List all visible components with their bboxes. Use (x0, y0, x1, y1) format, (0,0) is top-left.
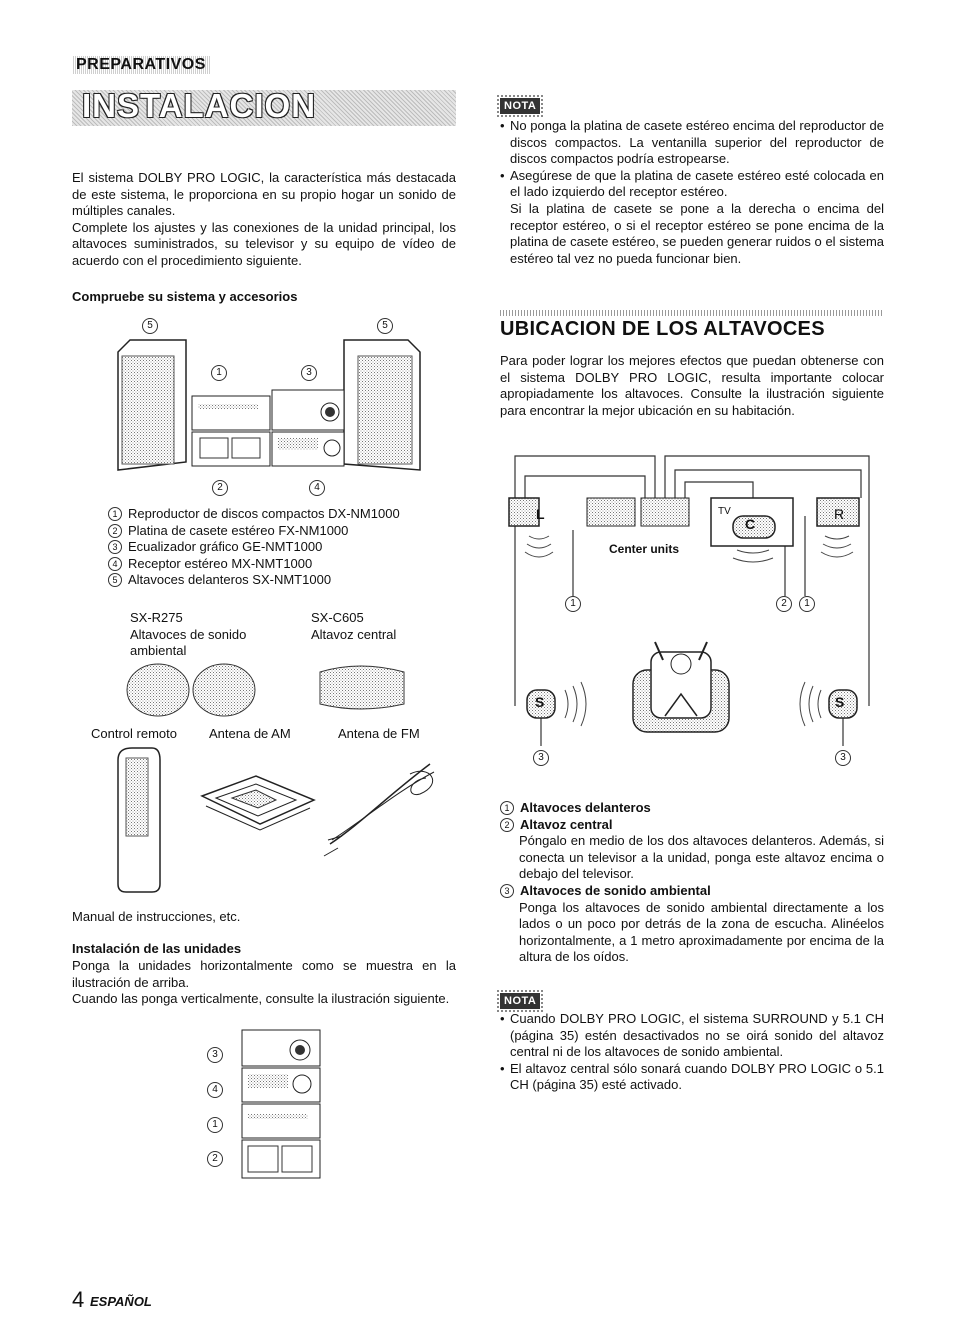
list-item: • No ponga la platina de casete estéreo encima del reproductor de discos compactos. La ventanilla superior del reproductor de discos compactos podría estropearse. (500, 118, 884, 168)
intro-text (72, 170, 456, 270)
ubicacion-intro: Para poder lograr los mejores efectos que puedan obtenerse con el sistema DOLBY PRO LOGIC, resulta importante colocar apropiadamente los altavoces. Consulte la ilustración siguiente para encontrar la mejor ubicación en su habitación. (500, 353, 884, 418)
install-heading: Instalación de las unidades (72, 941, 242, 956)
remote-control-image (118, 748, 160, 892)
vertical-stack-image (236, 1024, 326, 1182)
stack-mark-2: 2 (207, 1151, 223, 1167)
accessories-image (110, 744, 450, 896)
ubicacion-heading: UBICACION DE LOS ALTAVOCES (500, 318, 825, 340)
mark-3: 3 (301, 365, 317, 381)
page-title: INSTALACION (82, 87, 317, 124)
diagram-mark-3-right: 3 (835, 750, 851, 766)
right-speaker-image (344, 340, 420, 470)
system-illustration (110, 312, 430, 496)
manual-label: Manual de instrucciones, etc. (72, 909, 241, 924)
center-speaker-label: SX-C605 Altavoz central (311, 610, 397, 642)
stack-mark-1: 1 (207, 1117, 223, 1133)
mark-2: 2 (212, 480, 228, 496)
surround-speaker-label: SX-R275 Altavoces de sonido ambiental (130, 610, 247, 659)
list-item: • Asegúrese de que la platina de casete estéreo esté colocada en el lado izquierdo del receptor estéreo. (500, 168, 884, 201)
listener-figure (633, 642, 729, 732)
diagram-label-c: C (745, 516, 756, 532)
install-paragraph-2: Cuando las ponga verticalmente, consulte la ilustración siguiente. (72, 991, 450, 1007)
list-item: 2 Platina de casete estéreo FX-NM1000 (108, 523, 458, 540)
intro-paragraph-1: El sistema DOLBY PRO LOGIC, la característica más destacada de este sistema, le proporciona en su propio hogar un sonido de múltiples canales. (72, 170, 456, 219)
diagram-label-s-left: S (535, 694, 545, 710)
list-item: 3 Altavoces de sonido ambiental (500, 883, 884, 900)
legend-desc-3: Ponga los altavoces de sonido ambiental directamente a los lados o un poco por detrás de la zona de escucha. Alinéelos horizontalmente, a 1 metro aproximadamente por encima de la altura de los oídos. (519, 899, 884, 965)
list-item: 2 Altavoz central (500, 817, 884, 834)
list-item: • Cuando DOLBY PRO LOGIC, el sistema SURROUND y 5.1 CH (página 35) estén desactivados no se oirá sonido del altavoz central ni de los altavoces de sonido ambiental. (500, 1011, 884, 1061)
nota-badge-1: NOTA (500, 96, 540, 114)
diagram-label-tv: TV (718, 506, 731, 517)
mark-5-right: 5 (377, 318, 393, 334)
list-item: 5 Altavoces delanteros SX-NMT1000 (108, 572, 458, 589)
remote-label: Control remoto (91, 726, 177, 741)
speaker-legend (500, 800, 884, 966)
am-antenna-label: Antena de AM (209, 726, 291, 741)
center-units-image (192, 390, 344, 466)
title-bar (72, 87, 456, 126)
nota-1-extra: Si la platina de casete se pone a la derecha o encima del receptor estéreo, o si el receptor estéreo se pone encima de la platina de casete estéreo, se pueden generar ruidos o el sistema estéreo tal vez no pueda funcionar bien. (510, 200, 884, 266)
install-paragraph-1: Ponga la unidades horizontalmente como se muestra en la ilustración de arriba. (72, 958, 456, 990)
list-item: 1 Altavoces delanteros (500, 800, 884, 817)
stack-mark-4: 4 (207, 1082, 223, 1098)
diagram-mark-2: 2 (776, 596, 792, 612)
diagram-label-r: R (834, 506, 845, 522)
list-item: 3 Ecualizador gráfico GE-NMT1000 (108, 539, 458, 556)
diagram-label-s-right: S (835, 694, 845, 710)
diagram-label-l: L (536, 506, 545, 522)
mark-5-left: 5 (142, 318, 158, 334)
fm-antenna-image (324, 764, 434, 856)
left-speaker-image (118, 340, 186, 470)
install-text (72, 958, 456, 1008)
list-item: 4 Receptor estéreo MX-NMT1000 (108, 556, 458, 573)
diagram-label-center-units: Center units (609, 542, 680, 556)
diagram-mark-3-left: 3 (533, 750, 549, 766)
center-units-boxes (587, 498, 689, 526)
stack-mark-3: 3 (207, 1047, 223, 1063)
list-item: 1 Reproductor de discos compactos DX-NM1000 (108, 506, 458, 523)
nota-2-text (500, 1011, 884, 1094)
mark-1: 1 (211, 365, 227, 381)
speaker-placement-diagram (505, 446, 879, 770)
footer-language: ESPAÑOL (90, 1294, 152, 1309)
page-number: 4 (72, 1287, 85, 1312)
diagram-mark-1-left: 1 (565, 596, 581, 612)
nota-badge-2: NOTA (500, 991, 540, 1009)
section-label: PREPARATIVOS (72, 56, 210, 74)
mark-4: 4 (309, 480, 325, 496)
accessory-speakers-image (120, 660, 420, 722)
legend-desc-2: Póngalo en medio de los dos altavoces delanteros. Además, si conecta un televisor a la unidad, ponga este altavoz encima o debajo del televisor. (519, 833, 884, 882)
check-heading: Compruebe su sistema y accesorios (72, 289, 298, 304)
am-antenna-image (202, 776, 314, 830)
left-speaker (509, 498, 539, 526)
component-list (108, 506, 458, 589)
fm-antenna-label: Antena de FM (338, 726, 420, 741)
section-divider (500, 310, 884, 316)
intro-paragraph-2: Complete los ajustes y las conexiones de la unidad principal, los altavoces suministrados, su televisor y su equipo de vídeo de acuerdo con el procedimiento siguiente. (72, 219, 456, 268)
nota-1-text (500, 118, 884, 267)
list-item: • El altavoz central sólo sonará cuando DOLBY PRO LOGIC o 5.1 CH (página 35) esté activado. (500, 1061, 884, 1094)
diagram-mark-1-right: 1 (799, 596, 815, 612)
